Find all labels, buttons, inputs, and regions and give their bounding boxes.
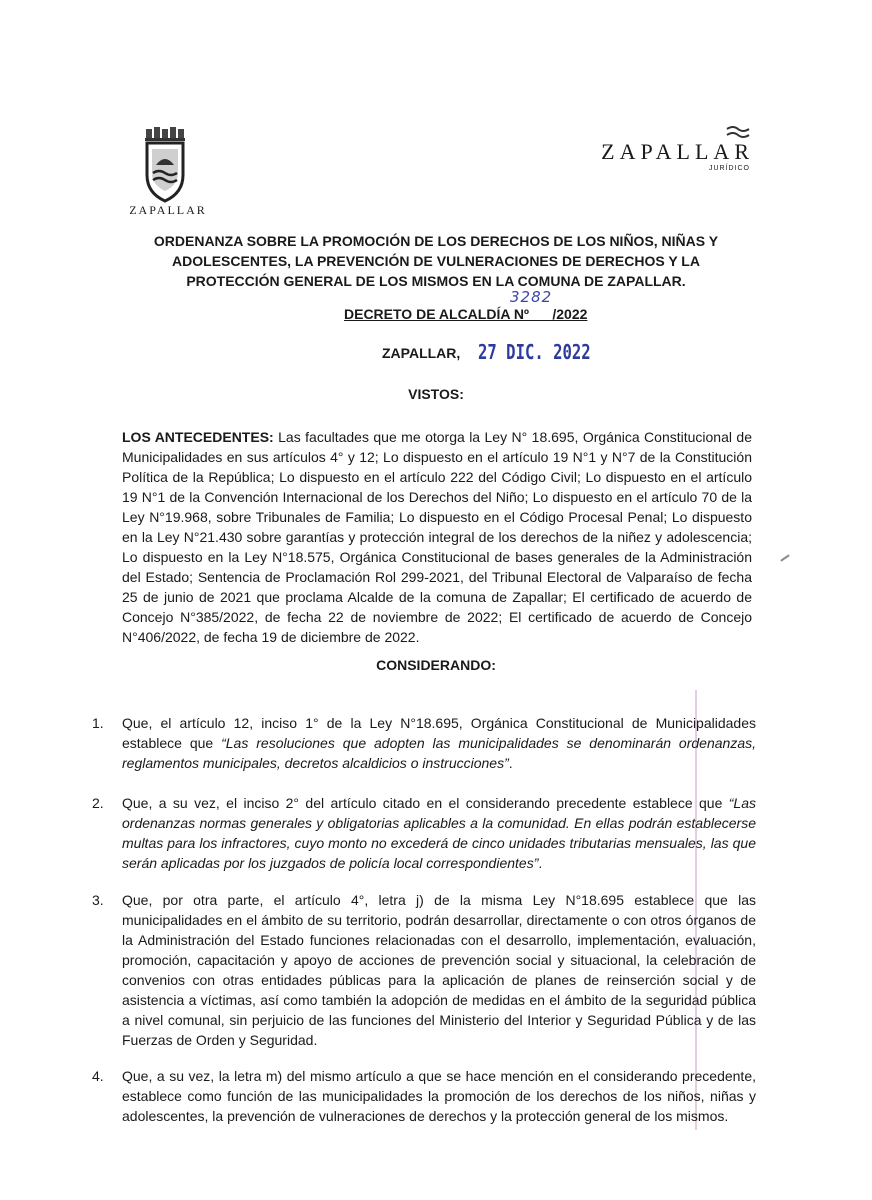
item-number: 1. bbox=[92, 715, 104, 731]
decree-label: DECRETO DE ALCALDÍA Nº /2022 bbox=[344, 306, 588, 322]
waves-icon bbox=[726, 125, 750, 139]
item-text: Que, a su vez, la letra m) del mismo artículo a que se hace mención en el considerando precedente, establece como función de las municipalidades la promoción de los derechos de los niños, niñas y adolescentes, la prevención de vulneraciones de derechos y la protección general de los mismos. bbox=[122, 1068, 756, 1124]
zapallar-crest-logo bbox=[140, 127, 190, 203]
handwritten-decree-number: 3282 bbox=[510, 288, 553, 306]
considerando-item bbox=[92, 890, 756, 1050]
title-line-2: ADOLESCENTES, LA PREVENCIÓN DE VULNERACIONES DE DERECHOS Y LA bbox=[172, 253, 700, 269]
item-text: Que, el artículo 12, inciso 1° de la Ley N°18.695, Orgánica Constitucional de Municipalidades establece que “Las resoluciones que adopten las municipalidades se denominarán ordenanzas, reglamentos municipales, decretos alcaldicios o instrucciones”. bbox=[122, 715, 756, 771]
vistos-heading: VISTOS: bbox=[408, 386, 464, 402]
vistos-lead: LOS ANTECEDENTES: bbox=[122, 429, 274, 445]
vistos-paragraph bbox=[122, 427, 752, 647]
item-number: 2. bbox=[92, 795, 104, 811]
margin-tick-mark bbox=[780, 554, 789, 561]
document-title bbox=[150, 231, 722, 291]
vistos-body: Las facultades que me otorga la Ley N° 18.695, Orgánica Constitucional de Municipalidades en sus artículos 4° y 12; Lo dispuesto en el artículo 19 N°1 y N°7 de la Constitución Política de la República; Lo dispuesto en el artículo 222 del Código Civil; Lo dispuesto en el artículo 19 N°1 de la Convención Internacional de los Derechos del Niño; Lo dispuesto en el artículo 70 de la Ley N°19.968, sobre Tribunales de Familia; Lo dispuesto en el Código Procesal Penal; Lo dispuesto en la Ley N°21.430 sobre garantías y protección integral de los derechos de la niñez y adolescencia; Lo dispuesto en la Ley N°18.575, Orgánica Constitucional de bases generales de la Administración del Estado; Sentencia de Proclamación Rol 299-2021, del Tribunal Electoral de Valparaíso de fecha 25 de junio de 2021 que proclama Alcalde de la comuna de Zapallar; El certificado de acuerdo de Concejo N°385/2022, de fecha 22 de noviembre de 2022; El certificado de acuerdo de Concejo N°406/2022, de fecha 19 de diciembre de 2022. bbox=[122, 429, 752, 645]
item-number: 3. bbox=[92, 892, 104, 908]
crest-label: ZAPALLAR bbox=[129, 203, 207, 217]
date-place: ZAPALLAR, bbox=[382, 345, 461, 361]
item-text: Que, por otra parte, el artículo 4°, letra j) de la misma Ley N°18.695 establece que las municipalidades en el ámbito de su territorio, podrán desarrollar, directamente o con otros órganos de la Administración del Estado funciones relacionadas con el desarrollo, implementación, evaluación, promoción, capacitación y apoyo de acciones de prevención social y situacional, la celebración de convenios con otras entidades públicas para la aplicación de planes de reinserción social y de asistencia a víctimas, así como también la adopción de medidas en el ámbito de la seguridad pública a nivel comunal, sin perjuicio de las funciones del Ministerio del Interior y Seguridad Pública y de las Fuerzas de Orden y Seguridad. bbox=[122, 892, 756, 1048]
brand-logo bbox=[594, 125, 754, 172]
date-stamp: 27 DIC. 2022 bbox=[478, 340, 591, 364]
brand-name: ZAPALLAR bbox=[601, 139, 754, 164]
considerando-item bbox=[92, 793, 756, 873]
title-line-3: PROTECCIÓN GENERAL DE LOS MISMOS EN LA COMUNA DE ZAPALLAR. bbox=[186, 273, 686, 289]
considerando-heading: CONSIDERANDO: bbox=[376, 657, 496, 673]
item-number: 4. bbox=[92, 1068, 104, 1084]
title-line-1: ORDENANZA SOBRE LA PROMOCIÓN DE LOS DERECHOS DE LOS NIÑOS, NIÑAS Y bbox=[153, 233, 719, 249]
item-text: Que, a su vez, el inciso 2° del artículo citado en el considerando precedente establece que “Las ordenanzas normas generales y obligatorias aplicables a la comunidad. En ellas podrán establecerse multas para los infractores, cuyo monto no excederá de cinco unidades tributarias mensuales, las que serán aplicadas por los juzgados de policía local correspondientes”. bbox=[122, 795, 756, 871]
considerando-item bbox=[92, 1066, 756, 1126]
brand-subtitle: JURÍDICO bbox=[708, 165, 750, 172]
considerando-item bbox=[92, 713, 756, 773]
